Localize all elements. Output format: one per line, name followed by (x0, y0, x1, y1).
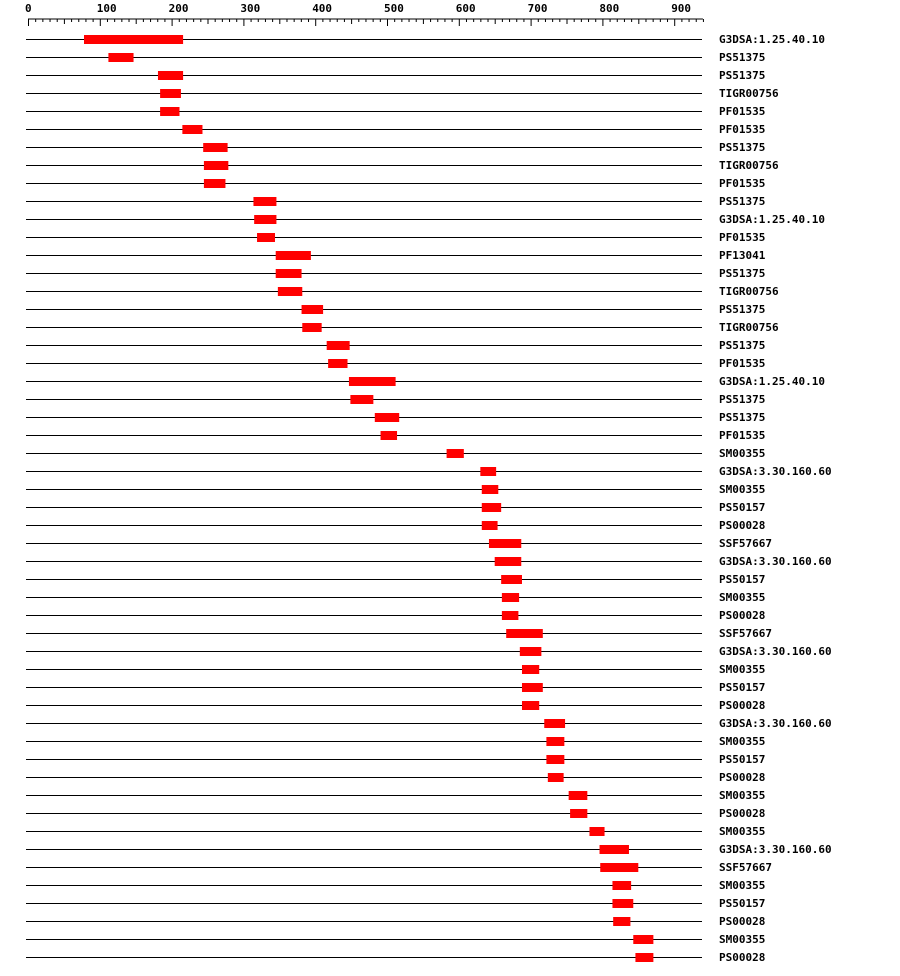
domain-row (26, 267, 765, 280)
domain-row (26, 663, 765, 676)
domain-row (26, 951, 765, 964)
row-label: PS50157 (719, 573, 766, 586)
domain-row (26, 321, 779, 334)
row-label: PF01535 (719, 357, 766, 370)
domain-row (26, 339, 765, 352)
domain-bar (204, 179, 226, 188)
row-label: PS00028 (719, 951, 766, 964)
row-label: SM00355 (719, 483, 766, 496)
domain-row (26, 699, 765, 712)
position-axis (25, 2, 703, 26)
domain-bar (613, 917, 630, 926)
domain-bar (276, 251, 311, 260)
domain-row (26, 123, 765, 136)
domain-row (26, 681, 765, 694)
row-label: PS51375 (719, 51, 766, 64)
domain-bar (253, 197, 276, 206)
domain-bar (480, 467, 496, 476)
row-label: G3DSA:3.30.160.60 (719, 717, 832, 730)
domain-row (26, 501, 765, 514)
domain-row (26, 483, 765, 496)
domain-bar (375, 413, 399, 422)
row-label: SM00355 (719, 789, 766, 802)
row-label: G3DSA:3.30.160.60 (719, 645, 832, 658)
domain-row (26, 177, 765, 190)
domain-bar (548, 773, 564, 782)
domain-rows (26, 33, 832, 964)
domain-bar (502, 611, 519, 620)
domain-row (26, 933, 765, 946)
row-label: G3DSA:3.30.160.60 (719, 843, 832, 856)
domain-bar (204, 161, 228, 170)
domain-bar (482, 521, 498, 530)
domain-bar (570, 809, 587, 818)
domain-bar (495, 557, 522, 566)
domain-row (26, 231, 765, 244)
domain-bar (546, 755, 564, 764)
domain-row (26, 555, 832, 568)
domain-row (26, 735, 765, 748)
tick-label: 300 (240, 2, 261, 15)
row-label: G3DSA:1.25.40.10 (719, 213, 825, 226)
row-label: SM00355 (719, 879, 766, 892)
domain-row (26, 627, 772, 640)
domain-bar (502, 593, 519, 602)
row-label: PS51375 (719, 69, 766, 82)
row-label: PS50157 (719, 681, 766, 694)
row-label: TIGR00756 (719, 159, 779, 172)
domain-row (26, 393, 765, 406)
domain-row (26, 141, 765, 154)
domain-row (26, 609, 765, 622)
domain-bar (349, 377, 396, 386)
row-label: SM00355 (719, 735, 766, 748)
tick-label: 500 (384, 2, 404, 15)
domain-bar (108, 53, 133, 62)
domain-bar (158, 71, 183, 80)
domain-row (26, 33, 825, 46)
row-label: PS00028 (719, 771, 766, 784)
domain-bar (254, 215, 276, 224)
row-label: PF01535 (719, 105, 766, 118)
tick-label: 400 (312, 2, 333, 15)
row-label: PS50157 (719, 501, 766, 514)
row-label: PS51375 (719, 267, 766, 280)
domain-row (26, 879, 765, 892)
domain-row (26, 411, 765, 424)
domain-bar (489, 539, 521, 548)
row-label: SM00355 (719, 825, 766, 838)
domain-row (26, 843, 832, 856)
domain-bar (633, 935, 653, 944)
domain-row (26, 375, 825, 388)
row-label: G3DSA:3.30.160.60 (719, 465, 832, 478)
domain-bar (612, 881, 631, 890)
row-label: G3DSA:3.30.160.60 (719, 555, 832, 568)
domain-row (26, 825, 765, 838)
domain-bar (569, 791, 588, 800)
domain-row (26, 591, 765, 604)
row-label: PF01535 (719, 429, 766, 442)
domain-bar (501, 575, 522, 584)
row-label: TIGR00756 (719, 321, 779, 334)
domain-row (26, 753, 765, 766)
domain-bar (635, 953, 653, 962)
row-label: PS51375 (719, 195, 766, 208)
tick-label: 200 (168, 2, 189, 15)
domain-bar (257, 233, 275, 242)
domain-bar (328, 359, 347, 368)
domain-row (26, 105, 765, 118)
domain-row (26, 285, 779, 298)
domain-row (26, 159, 779, 172)
domain-row (26, 465, 832, 478)
domain-row (26, 537, 772, 550)
domain-row (26, 429, 765, 442)
domain-row (26, 213, 825, 226)
tick-label: 700 (527, 2, 548, 15)
row-label: PS51375 (719, 339, 766, 352)
domain-bar (160, 107, 179, 116)
domain-bar (522, 683, 543, 692)
tick-label: 900 (671, 2, 692, 15)
row-label: SSF57667 (719, 627, 772, 640)
row-label: PS50157 (719, 753, 766, 766)
row-label: PS51375 (719, 411, 766, 424)
domain-bar (522, 701, 539, 710)
row-label: SSF57667 (719, 537, 772, 550)
tick-label: 600 (455, 2, 476, 15)
row-label: SM00355 (719, 933, 766, 946)
domain-bar (381, 431, 398, 440)
row-label: G3DSA:1.25.40.10 (719, 375, 825, 388)
row-label: PS00028 (719, 609, 766, 622)
domain-bar (482, 485, 499, 494)
domain-bar (600, 863, 638, 872)
domain-row (26, 195, 765, 208)
row-label: PS50157 (719, 897, 766, 910)
row-label: TIGR00756 (719, 285, 779, 298)
domain-row (26, 69, 765, 82)
domain-row (26, 861, 772, 874)
tick-label: 0 (25, 2, 32, 15)
domain-row (26, 249, 766, 262)
domain-row (26, 447, 765, 460)
row-label: PS51375 (719, 141, 766, 154)
tick-label: 800 (599, 2, 620, 15)
domain-bar (182, 125, 202, 134)
domain-bar (84, 35, 183, 44)
row-label: PF01535 (719, 231, 766, 244)
domain-row (26, 645, 832, 658)
row-label: PS51375 (719, 393, 766, 406)
domain-bar (589, 827, 604, 836)
domain-bar (160, 89, 181, 98)
row-label: PS51375 (719, 303, 766, 316)
domain-row (26, 519, 765, 532)
row-label: TIGR00756 (719, 87, 779, 100)
domain-row (26, 915, 765, 928)
domain-row (26, 807, 765, 820)
row-label: SSF57667 (719, 861, 772, 874)
row-label: PF13041 (719, 249, 766, 262)
tick-label: 100 (96, 2, 117, 15)
domain-bar (544, 719, 565, 728)
domain-row (26, 87, 779, 100)
domain-row (26, 357, 765, 370)
row-label: SM00355 (719, 663, 766, 676)
domain-row (26, 897, 765, 910)
domain-row (26, 771, 765, 784)
row-label: PF01535 (719, 177, 766, 190)
row-label: SM00355 (719, 447, 766, 460)
domain-bar (350, 395, 373, 404)
domain-bar (600, 845, 629, 854)
domain-bar (482, 503, 501, 512)
domain-bar (276, 269, 302, 278)
domain-bar (506, 629, 543, 638)
domain-bar (447, 449, 464, 458)
domain-bar (522, 665, 539, 674)
domain-row (26, 51, 765, 64)
domain-bar (203, 143, 227, 152)
domain-row (26, 573, 765, 586)
domain-row (26, 303, 765, 316)
domain-bar (302, 305, 324, 314)
row-label: PS00028 (719, 807, 766, 820)
row-label: G3DSA:1.25.40.10 (719, 33, 825, 46)
row-label: PF01535 (719, 123, 766, 136)
domain-bar (520, 647, 542, 656)
domain-bar (612, 899, 633, 908)
domain-bar (546, 737, 564, 746)
row-label: PS00028 (719, 699, 766, 712)
domain-row (26, 789, 765, 802)
row-label: PS00028 (719, 915, 766, 928)
row-label: PS00028 (719, 519, 766, 532)
domain-row (26, 717, 832, 730)
row-label: SM00355 (719, 591, 766, 604)
domain-bar (302, 323, 321, 332)
domain-bar (278, 287, 302, 296)
domain-bar (327, 341, 350, 350)
